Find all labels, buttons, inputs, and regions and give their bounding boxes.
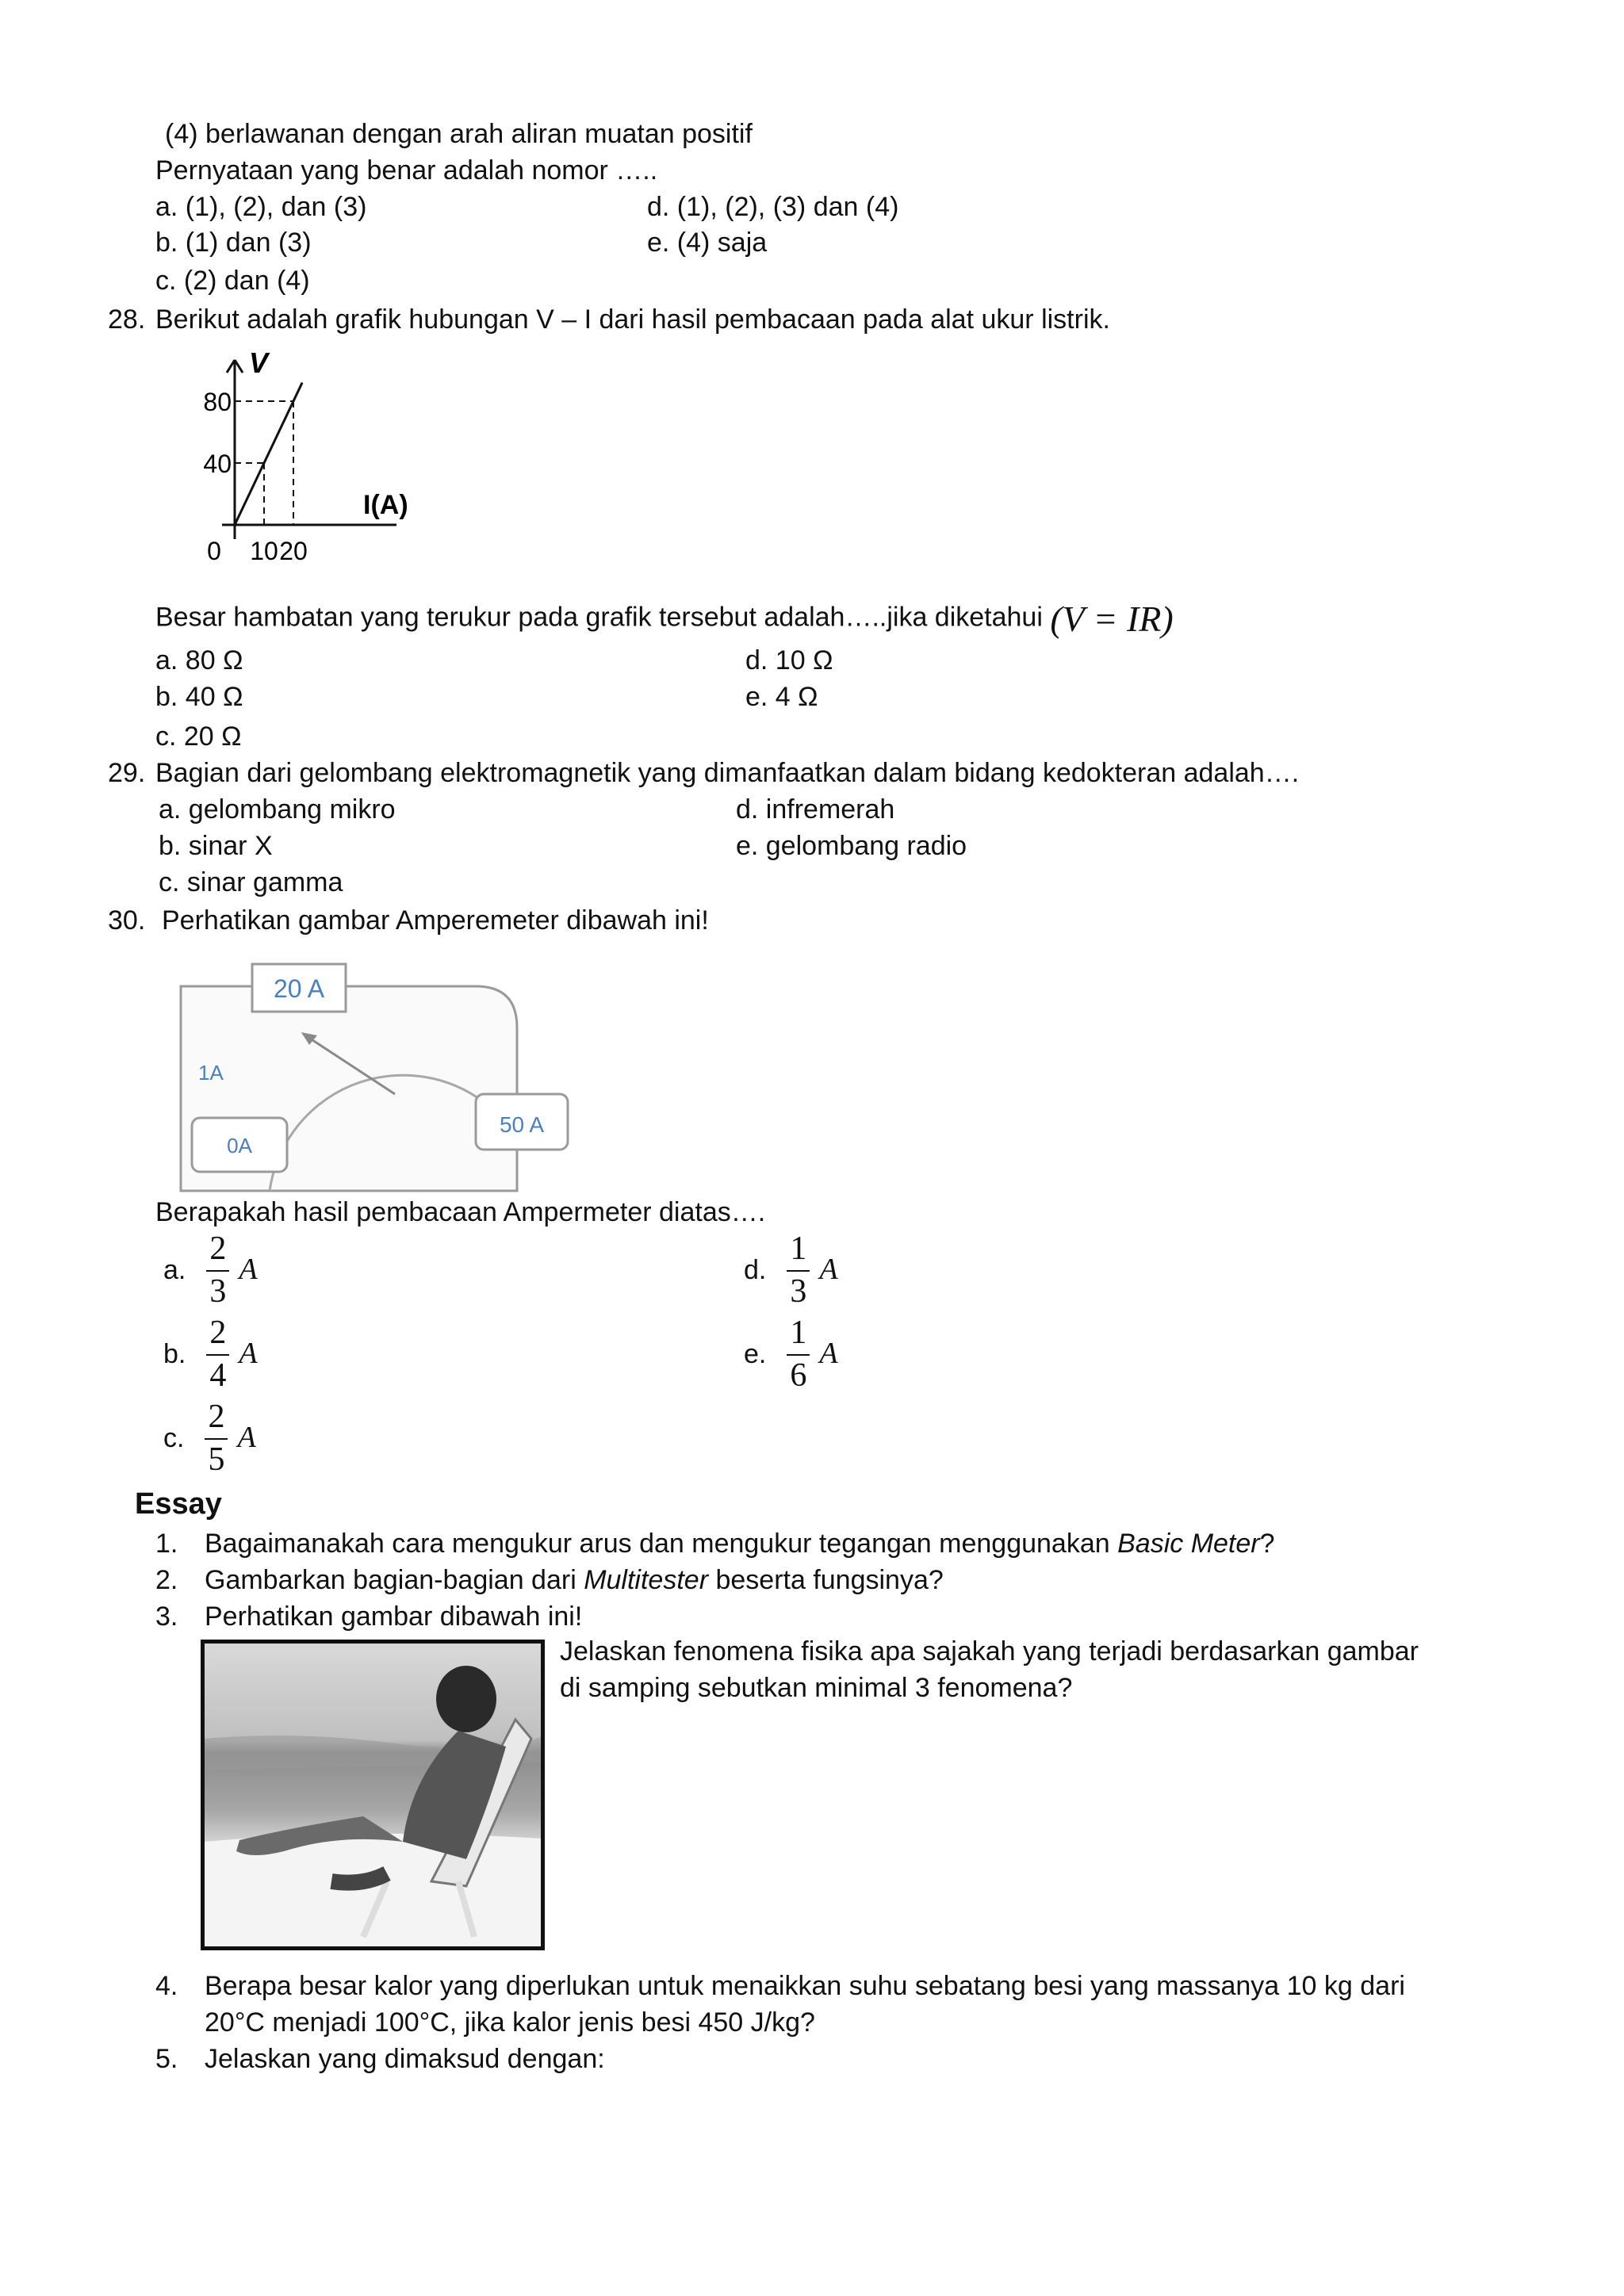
q28-option-c: c. 20 Ω <box>155 721 242 752</box>
q30-option-a <box>163 1232 258 1308</box>
q30-number: 30. <box>108 905 146 936</box>
numerator: 2 <box>206 1232 229 1272</box>
essay-q2-term: Multitester <box>584 1565 709 1595</box>
q29-option-e: e. gelombang radio <box>736 831 967 861</box>
q27-option-e: e. (4) saja <box>647 228 768 258</box>
essay-q3-text: Perhatikan gambar dibawah ini! <box>205 1601 583 1632</box>
essay-q4-line1: Berapa besar kalor yang diperlukan untuk menaikkan suhu sebatang besi yang massanya 10 kg dari <box>205 1971 1405 2001</box>
denominator: 3 <box>790 1273 807 1310</box>
beach-photo <box>201 1640 545 1950</box>
fraction <box>787 1316 810 1392</box>
q28-question <box>155 596 1174 642</box>
essay-q1-number: 1. <box>155 1529 178 1559</box>
statement-4: (4) berlawanan dengan arah aliran muatan positif <box>165 119 753 149</box>
essay-q1-term: Basic Meter <box>1117 1529 1260 1559</box>
q28-text: Berikut adalah grafik hubungan V – I dari hasil pembacaan pada alat ukur listrik. <box>155 304 1110 335</box>
q27-option-d: d. (1), (2), (3) dan (4) <box>647 192 899 222</box>
numerator: 2 <box>205 1400 228 1440</box>
q29-option-a: a. gelombang mikro <box>159 794 396 825</box>
unit: A <box>239 1337 258 1371</box>
essay-q1-text: Bagaimanakah cara mengukur arus dan mengukur tegangan menggunakan <box>205 1529 1118 1559</box>
fraction <box>205 1400 228 1476</box>
y-tick-label: 40 <box>203 450 232 478</box>
q30-option-c <box>163 1400 256 1476</box>
option-label: c. <box>163 1422 185 1453</box>
essay-q3-caption-line2: di samping sebutkan minimal 3 fenomena? <box>560 1673 1073 1703</box>
numerator: 1 <box>787 1316 810 1356</box>
y-tick-label: 80 <box>203 388 232 416</box>
essay-q2-end: beserta fungsinya? <box>708 1565 944 1595</box>
range-20a-label: 20 A <box>273 974 325 1003</box>
x-tick-label: 0 <box>207 537 221 565</box>
q30-option-b <box>163 1316 258 1392</box>
option-label: d. <box>744 1254 767 1285</box>
option-label: e. <box>744 1338 767 1369</box>
x-tick-label: 20 <box>279 537 308 565</box>
fraction <box>206 1316 229 1392</box>
fraction <box>787 1232 810 1308</box>
q29-option-c: c. sinar gamma <box>159 867 343 897</box>
essay-q1-end: ? <box>1259 1529 1275 1559</box>
q28-option-e: e. 4 Ω <box>745 682 818 712</box>
q30-option-e <box>744 1316 838 1392</box>
y-axis-label: V <box>249 349 269 379</box>
option-label: a. <box>163 1254 186 1285</box>
data-line <box>235 383 302 525</box>
denominator: 6 <box>790 1357 807 1394</box>
unit: A <box>239 1253 258 1287</box>
ohm-law-formula: (V = IR) <box>1050 599 1174 639</box>
q30-option-d <box>744 1232 838 1308</box>
essay-q4-number: 4. <box>155 1971 178 2001</box>
numerator: 2 <box>206 1316 229 1356</box>
q30-text: Perhatikan gambar Amperemeter dibawah ini! <box>162 905 709 936</box>
range-1a-label: 1A <box>198 1061 224 1085</box>
numerator: 1 <box>787 1232 810 1272</box>
fraction <box>206 1232 229 1308</box>
beach-photo-illustration <box>205 1644 541 1946</box>
denominator: 5 <box>208 1441 225 1478</box>
essay-q1 <box>205 1527 1275 1561</box>
unit: A <box>819 1337 838 1371</box>
q29-option-d: d. infremerah <box>736 794 895 825</box>
q28-question-text: Besar hambatan yang terukur pada grafik tersebut adalah…..jika diketahui <box>155 602 1043 633</box>
q28-option-b: b. 40 Ω <box>155 682 243 712</box>
option-label: b. <box>163 1338 186 1369</box>
q28-option-a: a. 80 Ω <box>155 645 243 675</box>
essay-q5-number: 5. <box>155 2044 178 2074</box>
essay-q4-line2: 20°C menjadi 100°C, jika kalor jenis besi 450 J/kg? <box>205 2007 815 2038</box>
q27-option-a: a. (1), (2), dan (3) <box>155 192 367 222</box>
q27-option-c: c. (2) dan (4) <box>155 266 310 296</box>
unit: A <box>819 1253 838 1287</box>
unit: A <box>237 1421 256 1455</box>
essay-q2 <box>205 1563 944 1598</box>
range-0a-label: 0A <box>227 1134 252 1158</box>
q28-number: 28. <box>108 304 146 335</box>
q29-text: Bagian dari gelombang elektromagnetik yang dimanfaatkan dalam bidang kedokteran adalah…. <box>155 758 1300 788</box>
q29-option-b: b. sinar X <box>159 831 273 861</box>
x-axis-label: I(A) <box>363 490 408 520</box>
denominator: 3 <box>209 1273 227 1310</box>
q27-prompt: Pernyataan yang benar adalah nomor ….. <box>155 155 658 186</box>
vi-graph <box>198 349 428 571</box>
range-50a-label: 50 A <box>499 1112 545 1137</box>
essay-q5-text: Jelaskan yang dimaksud dengan: <box>205 2044 605 2074</box>
q28-option-d: d. 10 Ω <box>745 645 833 675</box>
essay-q3-number: 3. <box>155 1601 178 1632</box>
essay-q2-text: Gambarkan bagian-bagian dari <box>205 1565 584 1595</box>
essay-heading: Essay <box>135 1487 222 1521</box>
q30-question: Berapakah hasil pembacaan Ampermeter diatas…. <box>155 1197 766 1227</box>
x-tick-label: 10 <box>250 537 278 565</box>
ammeter-figure <box>174 959 579 1197</box>
q27-option-b: b. (1) dan (3) <box>155 228 312 258</box>
essay-q2-number: 2. <box>155 1565 178 1595</box>
essay-q3-caption-line1: Jelaskan fenomena fisika apa sajakah yang terjadi berdasarkan gambar <box>560 1636 1419 1667</box>
q29-number: 29. <box>108 758 146 788</box>
denominator: 4 <box>209 1357 227 1394</box>
